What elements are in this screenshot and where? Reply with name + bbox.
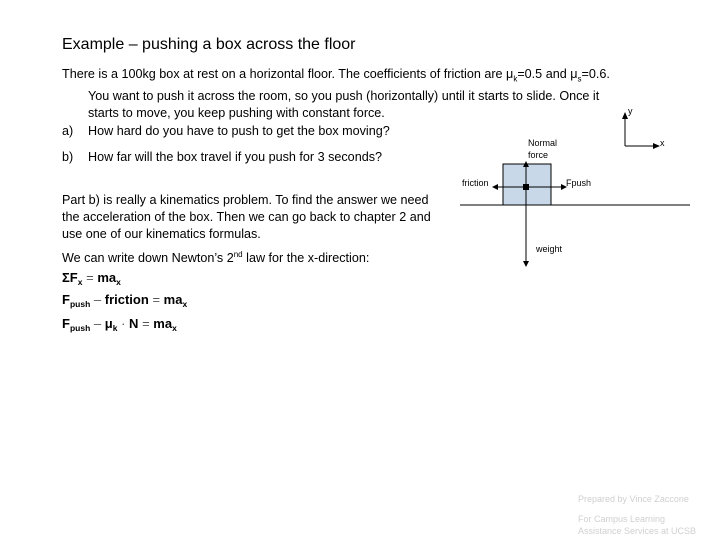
coordinate-axes bbox=[622, 112, 660, 149]
footer-credit: Prepared by Vince Zaccone bbox=[578, 494, 689, 504]
footer-org-2: Assistance Services at UCSB bbox=[578, 526, 697, 536]
equation-3: $F_{push} - \mu_k \cdot N = ma_x$ bbox=[62, 316, 177, 333]
page-title: Example – pushing a box across the floor bbox=[62, 36, 356, 53]
weight-arrow-icon bbox=[523, 261, 529, 267]
footer-org-1: For Campus Learning bbox=[578, 514, 666, 524]
intro-line-2: You want to push it across the room, so you push (horizontally) until it starts to slide. Once it bbox=[88, 89, 600, 104]
axis-label-y: y bbox=[628, 106, 633, 116]
friction-label: friction bbox=[462, 178, 489, 188]
intro-line-3: starts to move, you keep pushing with constant force. bbox=[88, 105, 385, 120]
equation-2: $F_{push}$ – friction = $ma_x$ bbox=[62, 292, 188, 309]
kinematics-paragraph: Part b) is really a kinematics problem. To find the answer we need the acceleration of the box. Then we can go back to chapter 2 and use one of our kinematics formulas. bbox=[62, 193, 431, 241]
x-axis-arrow-icon bbox=[653, 143, 660, 149]
friction-arrow-icon bbox=[492, 184, 498, 190]
equation-1: $\Sigma F_x = ma_x$ bbox=[62, 270, 121, 287]
weight-label: weight bbox=[536, 244, 563, 254]
axis-label-x: x bbox=[660, 138, 665, 148]
newton-intro: We can write down Newton’s 2nd law for the x-direction: bbox=[62, 250, 370, 266]
fpush-label: Fpush bbox=[566, 178, 592, 188]
normal-force-label: Normal force bbox=[528, 138, 558, 160]
intro-line-1: There is a 100kg box at rest on a horizontal floor. The coefficients of friction are $\mu_k=0.5$ and $\mu_s=0.6$. bbox=[62, 67, 610, 84]
